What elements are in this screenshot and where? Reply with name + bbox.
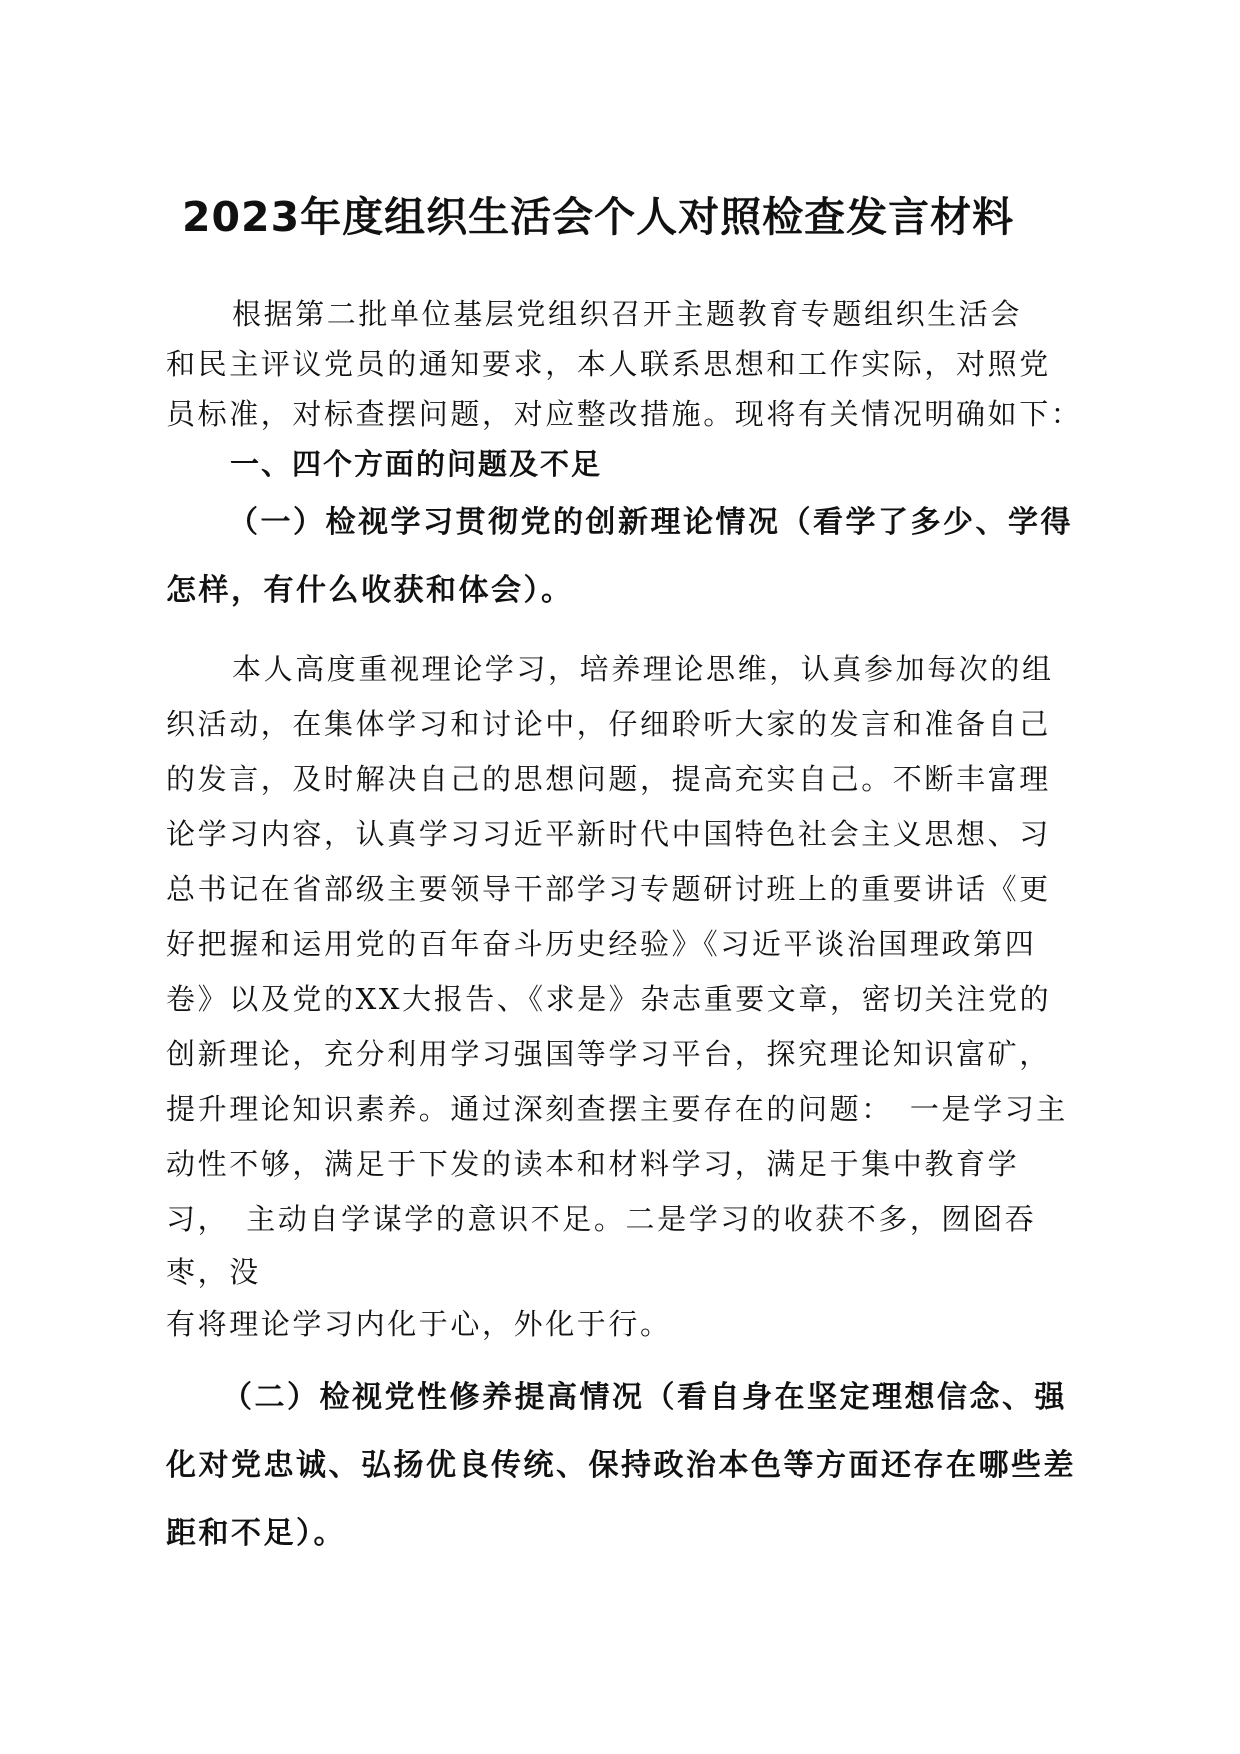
subsection-1-heading-line-2: 怎样，有什么收获和体会）。 [166,573,574,608]
subsection-1-body-line-13: 有将理论学习内化于心，外化于行。 [166,1307,672,1341]
subsection-1-body-line-1: 本人高度重视理论学习，培养理论思维，认真参加每次的组 [232,652,1054,686]
subsection-2-heading-line-2: 化对党忠诚、弘扬优良传统、保持政治本色等方面还存在哪些差 [166,1448,1076,1483]
section-1-heading: 一、四个方面的问题及不足 [230,447,603,481]
subsection-1-body-line-6: 好把握和运用党的百年奋斗历史经验》《习近平谈治国理政第四 [166,927,1037,961]
subsection-1-body-line-3: 的发言，及时解决自己的思想问题，提高充实自己。不断丰富理 [166,762,1051,796]
subsection-1-body-line-5: 总书记在省部级主要领导干部学习专题研讨班上的重要讲话《更 [166,872,1051,906]
subsection-1-body-line-10: 动性不够，满足于下发的读本和材料学习，满足于集中教育学 [166,1147,1020,1181]
intro-line-3: 员标准，对标查摆问题，对应整改措施。现将有关情况明确如下： [166,397,1083,431]
document-title: 2023年度组织生活会个人对照检查发言材料 [182,193,1015,241]
subsection-2-heading-line-1: （二）检视党性修养提高情况（看自身在坚定理想信念、强 [222,1380,1067,1415]
intro-line-2: 和民主评议党员的通知要求，本人联系思想和工作实际，对照党 [166,347,1051,381]
subsection-1-body-line-7: 卷》以及党的XX大报告、《求是》杂志重要文章，密切关注党的 [166,982,1052,1016]
subsection-1-body-line-12: 枣，没 [166,1255,261,1289]
intro-line-1: 根据第二批单位基层党组织召开主题教育专题组织生活会 [232,297,1023,331]
subsection-1-heading-line-1: （一）检视学习贯彻党的创新理论情况（看学了多少、学得 [228,505,1073,540]
subsection-1-body-line-2: 织活动，在集体学习和讨论中，仔细聆听大家的发言和准备自己 [166,707,1051,741]
subsection-1-body-line-11: 习， 主动自学谋学的意识不足。二是学习的收获不多，囫囵吞 [166,1202,1037,1236]
subsection-1-body-line-4: 论学习内容，认真学习习近平新时代中国特色社会主义思想、习 [166,817,1051,851]
subsection-2-heading-line-3: 距和不足）。 [166,1516,346,1551]
subsection-1-body-line-8: 创新理论，充分利用学习强国等学习平台，探究理论知识富矿， [166,1037,1051,1071]
subsection-1-body-line-9: 提升理论知识素养。通过深刻查摆主要存在的问题： 一是学习主 [166,1092,1068,1126]
